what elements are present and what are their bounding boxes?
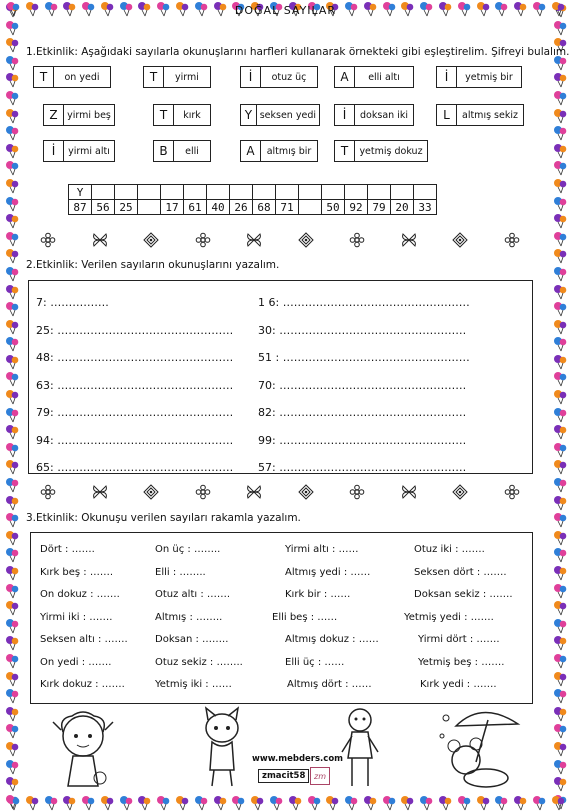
diamond-ornament-icon (298, 232, 314, 248)
box-number-word: seksen yedi (259, 109, 316, 121)
balloon-icon (5, 284, 19, 300)
box-letter: İ (335, 105, 355, 125)
cipher-letter-cell[interactable] (115, 185, 138, 200)
balloon-icon (553, 213, 567, 229)
box-number-word: otuz üç (271, 71, 307, 83)
matching-box (436, 104, 524, 126)
reading-line[interactable]: 48: ………………………………………… (36, 351, 234, 364)
balloon-icon (553, 196, 567, 212)
reading-line[interactable]: 99: …………………………………………… (258, 433, 467, 447)
reading-line[interactable]: 1 6: …………………………………………… (258, 296, 470, 309)
mouse-umbrella-cartoon-image (436, 706, 528, 790)
cipher-number-cell: 87 (69, 200, 92, 215)
box-number-word: yirmi (175, 71, 199, 83)
balloon-icon (5, 125, 19, 141)
balloon-icon (5, 37, 19, 53)
reading-line[interactable]: 82: …………………………………………… (258, 406, 467, 419)
butterfly-ornament-icon (401, 484, 417, 500)
butterfly-ornament-icon (401, 232, 417, 248)
butterfly-ornament-icon (246, 232, 262, 248)
balloon-icon (5, 547, 19, 563)
balloon-icon (553, 688, 567, 704)
number-word-item[interactable]: Seksen dört : ……. (414, 566, 507, 578)
balloon-icon (100, 795, 114, 811)
balloon-icon (438, 795, 452, 811)
reading-line[interactable]: 7: ……………. (36, 296, 109, 309)
balloon-icon (5, 671, 19, 687)
box-letter: T (144, 67, 164, 87)
number-word-item[interactable]: Altmış dört : …… (287, 679, 372, 690)
reading-line[interactable]: 25: ………………………………………… (36, 323, 234, 337)
balloon-icon (81, 795, 95, 811)
balloon-icon (5, 55, 19, 71)
matching-box (334, 66, 414, 88)
balloon-icon (553, 354, 567, 370)
balloon-icon (5, 354, 19, 370)
balloon-icon (5, 407, 19, 423)
number-word-item[interactable]: Elli üç : …… (285, 656, 345, 668)
cipher-letter-cell[interactable] (414, 185, 437, 200)
cipher-letter-cell[interactable] (92, 185, 115, 200)
balloon-icon (553, 371, 567, 387)
box-letter: T (34, 67, 54, 87)
cipher-number-cell: 20 (391, 200, 414, 215)
balloon-icon (5, 213, 19, 229)
butterfly-ornament-icon (246, 484, 262, 500)
activity2-instruction: Verilen sayıların okunuşlarını yazalım. (81, 259, 280, 271)
box-letter: T (154, 105, 174, 125)
cipher-letter-cell[interactable] (322, 185, 345, 200)
cipher-letter-cell[interactable] (276, 185, 299, 200)
matching-box (33, 66, 111, 88)
boy-cartoon-image (340, 706, 380, 790)
cipher-number-cell: 17 (161, 200, 184, 215)
activity3-heading (26, 512, 301, 524)
diamond-ornament-icon (143, 484, 159, 500)
cipher-letter-cell[interactable] (345, 185, 368, 200)
ornament-row (40, 484, 520, 500)
balloon-icon (175, 795, 189, 811)
number-word-item[interactable]: Otuz sekiz : …….. (155, 656, 243, 668)
number-word-item[interactable]: On yedi : ……. (40, 656, 112, 668)
matching-box (240, 104, 320, 126)
number-word-item[interactable]: Kırk yedi : ……. (420, 679, 497, 690)
balloon-icon (553, 759, 567, 775)
matching-box (153, 104, 211, 126)
balloon-icon (5, 442, 19, 458)
balloon-icon (553, 671, 567, 687)
matching-box (153, 140, 211, 162)
cipher-letter-row (69, 185, 437, 200)
balloon-icon (532, 795, 546, 811)
balloon-icon (5, 583, 19, 599)
cipher-number-cell: 50 (322, 200, 345, 215)
matching-box (334, 104, 414, 126)
balloon-icon (156, 795, 170, 811)
balloon-icon (5, 20, 19, 36)
cipher-letter-cell[interactable] (391, 185, 414, 200)
box-letter: B (154, 141, 174, 161)
number-word-item[interactable]: Otuz iki : ……. (414, 544, 485, 555)
box-letter: İ (44, 141, 64, 161)
balloon-icon (5, 512, 19, 528)
cipher-number-cell: 40 (207, 200, 230, 215)
right-balloon-border (548, 0, 571, 812)
flower-ornament-icon (504, 232, 520, 248)
box-number-word: elli altı (368, 71, 400, 83)
cipher-number-cell: 25 (115, 200, 138, 215)
activity3-instruction: Okunuşu verilen sayıları rakamla yazalım. (81, 512, 301, 524)
activity2-heading (26, 259, 279, 271)
balloon-icon (553, 477, 567, 493)
cipher-table (68, 184, 437, 215)
balloon-icon (6, 795, 20, 811)
cipher-number-cell: 61 (184, 200, 207, 215)
number-word-item[interactable]: Kırk beş : ……. (40, 566, 114, 578)
box-letter: A (335, 67, 355, 87)
balloon-icon (25, 795, 39, 811)
balloon-icon (5, 653, 19, 669)
cipher-letter-cell[interactable] (184, 185, 207, 200)
balloon-icon (5, 231, 19, 247)
box-letter: Z (44, 105, 64, 125)
reading-line[interactable]: 30: …………………………………………… (258, 323, 467, 337)
balloon-icon (553, 530, 567, 546)
number-word-item[interactable]: Elli : …….. (155, 566, 206, 578)
cipher-number-cell: 56 (92, 200, 115, 215)
balloon-icon (5, 477, 19, 493)
balloon-icon (137, 795, 151, 811)
cipher-letter-cell[interactable] (299, 185, 322, 200)
balloon-icon (553, 442, 567, 458)
box-letter: A (241, 141, 261, 161)
cat-cartoon-image (198, 706, 246, 790)
matching-box (43, 140, 115, 162)
number-word-item[interactable]: Doksan : …….. (155, 634, 229, 645)
cipher-number-cell: 26 (230, 200, 253, 215)
balloon-icon (344, 795, 358, 811)
balloon-icon (5, 759, 19, 775)
butterfly-ornament-icon (92, 232, 108, 248)
balloon-icon (5, 530, 19, 546)
matching-box (334, 140, 428, 162)
number-word-item[interactable]: Yirmi altı : …… (285, 544, 359, 555)
flower-ornament-icon (40, 232, 56, 248)
balloon-icon (553, 231, 567, 247)
balloon-icon (5, 389, 19, 405)
reading-line[interactable]: 63: ………………………………………… (36, 378, 234, 392)
butterfly-ornament-icon (92, 484, 108, 500)
number-word-item[interactable]: Doksan sekiz : ……. (414, 589, 513, 600)
box-letter: Y (241, 105, 257, 125)
number-word-item[interactable]: Yetmiş beş : ……. (418, 656, 505, 668)
balloon-icon (119, 795, 133, 811)
number-word-item[interactable]: Yirmi iki : ……. (40, 611, 113, 623)
box-letter: T (335, 141, 355, 161)
balloon-icon (5, 495, 19, 511)
balloon-icon (5, 160, 19, 176)
cipher-letter-cell[interactable] (161, 185, 184, 200)
bottom-balloon-border (0, 794, 571, 812)
cipher-number-cell: 71 (276, 200, 299, 215)
balloon-icon (194, 795, 208, 811)
flower-ornament-icon (349, 232, 365, 248)
activity1-heading (26, 46, 569, 58)
balloon-icon (5, 618, 19, 634)
balloon-icon (5, 565, 19, 581)
number-word-item[interactable]: Yetmiş yedi : ……. (404, 611, 494, 623)
reading-line[interactable]: 57: …………………………………………… (258, 461, 467, 474)
number-word-item[interactable]: On üç : …….. (155, 544, 221, 555)
balloon-icon (288, 795, 302, 811)
footer-code-badge: zmacit58 (258, 769, 309, 783)
balloon-icon (553, 600, 567, 616)
balloon-icon (5, 301, 19, 317)
balloon-icon (5, 178, 19, 194)
box-letter: İ (437, 67, 457, 87)
balloon-icon (553, 547, 567, 563)
balloon-icon (5, 424, 19, 440)
matching-box (240, 66, 318, 88)
balloon-icon (5, 371, 19, 387)
number-word-item[interactable]: Altmış : …….. (155, 611, 223, 623)
girl-cartoon-image (48, 708, 118, 792)
balloon-icon (553, 389, 567, 405)
reading-line[interactable]: 94: ………………………………………… (36, 433, 234, 447)
flower-ornament-icon (195, 484, 211, 500)
balloon-icon (553, 512, 567, 528)
box-number-word: yetmiş bir (465, 71, 513, 83)
balloon-icon (307, 795, 321, 811)
cipher-number-cell (299, 200, 322, 215)
activity3-label: 3.Etkinlik: (26, 512, 78, 524)
page-title: DOĞAL SAYILAR (234, 4, 337, 17)
cipher-number-cell (138, 200, 161, 215)
ornament-row (40, 232, 520, 248)
balloon-icon (553, 301, 567, 317)
balloon-icon (5, 741, 19, 757)
balloon-icon (553, 653, 567, 669)
number-word-item[interactable]: Kırk dokuz : ……. (40, 679, 125, 690)
balloon-icon (5, 776, 19, 792)
balloon-icon (553, 635, 567, 651)
box-number-word: yirmi altı (68, 145, 110, 157)
number-word-item[interactable]: Altmış yedi : …… (285, 566, 371, 578)
balloon-icon (5, 723, 19, 739)
balloon-icon (5, 248, 19, 264)
balloon-icon (553, 776, 567, 792)
cipher-letter-cell[interactable] (368, 185, 391, 200)
balloon-icon (553, 319, 567, 335)
cipher-letter-cell[interactable] (230, 185, 253, 200)
balloon-icon (5, 336, 19, 352)
balloon-icon (5, 72, 19, 88)
balloon-icon (553, 495, 567, 511)
cipher-number-row (69, 200, 437, 215)
balloon-icon (250, 795, 264, 811)
number-word-item[interactable]: Yetmiş iki : …… (155, 679, 232, 690)
box-number-word: yirmi beş (67, 109, 111, 121)
box-letter: L (437, 105, 457, 125)
footer-site-link[interactable]: www.mebders.com (252, 754, 344, 764)
cipher-number-cell: 79 (368, 200, 391, 215)
balloon-icon (5, 635, 19, 651)
diamond-ornament-icon (298, 484, 314, 500)
balloon-icon (553, 424, 567, 440)
balloon-icon (513, 795, 527, 811)
balloon-icon (553, 706, 567, 722)
balloon-icon (494, 795, 508, 811)
balloon-icon (553, 284, 567, 300)
balloon-icon (363, 795, 377, 811)
balloon-icon (5, 706, 19, 722)
reading-line[interactable]: 51 : …………………………………………… (258, 351, 470, 364)
balloon-icon (553, 108, 567, 124)
balloon-icon (5, 196, 19, 212)
zm-logo: zm (310, 767, 330, 785)
balloon-icon (5, 266, 19, 282)
box-letter: İ (241, 67, 261, 87)
box-number-word: elli (185, 145, 199, 157)
reading-line[interactable]: 65: ………………………………………… (36, 461, 234, 474)
balloon-icon (5, 319, 19, 335)
left-balloon-border (0, 0, 24, 812)
balloon-icon (553, 160, 567, 176)
balloon-icon (553, 565, 567, 581)
diamond-ornament-icon (452, 484, 468, 500)
balloon-icon (419, 795, 433, 811)
balloon-icon (553, 20, 567, 36)
activity1-label: 1.Etkinlik: (26, 46, 78, 58)
balloon-icon (553, 125, 567, 141)
balloon-icon (553, 407, 567, 423)
balloon-icon (5, 600, 19, 616)
matching-box (143, 66, 211, 88)
balloon-icon (5, 108, 19, 124)
balloon-icon (325, 795, 339, 811)
balloon-icon (5, 459, 19, 475)
number-word-item[interactable]: Kırk bir : …… (285, 589, 351, 600)
balloon-icon (44, 795, 58, 811)
flower-ornament-icon (504, 484, 520, 500)
balloon-icon (382, 795, 396, 811)
balloon-icon (553, 178, 567, 194)
balloon-icon (553, 583, 567, 599)
box-number-word: altmış sekiz (462, 109, 518, 121)
cipher-number-cell: 92 (345, 200, 368, 215)
flower-ornament-icon (349, 484, 365, 500)
balloon-icon (62, 795, 76, 811)
box-number-word: yetmiş dokuz (359, 145, 423, 157)
number-word-item[interactable]: On dokuz : ……. (40, 589, 120, 600)
diamond-ornament-icon (143, 232, 159, 248)
number-word-item[interactable]: Yirmi dört : ……. (418, 634, 500, 645)
balloon-icon (5, 688, 19, 704)
balloon-icon (5, 143, 19, 159)
balloon-icon (400, 795, 414, 811)
balloon-icon (553, 143, 567, 159)
cipher-letter-cell[interactable] (253, 185, 276, 200)
box-number-word: doksan iki (360, 109, 408, 121)
balloon-icon (553, 72, 567, 88)
box-number-word: on yedi (64, 71, 100, 83)
activity1-instruction: Aşağıdaki sayılarla okunuşlarını harfleri kullanarak örnekteki gibi eşleştirelim. Şifreyi bulalım. (81, 46, 570, 58)
reading-line[interactable]: 79: ………………………………………… (36, 406, 234, 419)
box-number-word: altmış bir (266, 145, 312, 157)
number-word-item[interactable]: Dört : ……. (40, 544, 95, 555)
balloon-icon (553, 90, 567, 106)
matching-box (436, 66, 522, 88)
balloon-icon (553, 336, 567, 352)
balloon-icon (553, 266, 567, 282)
reading-line[interactable]: 70: …………………………………………… (258, 378, 467, 392)
balloon-icon (269, 795, 283, 811)
balloon-icon (553, 618, 567, 634)
number-word-item[interactable]: Seksen altı : ……. (40, 634, 128, 645)
matching-box (43, 104, 115, 126)
cipher-letter-cell[interactable] (207, 185, 230, 200)
cipher-letter-cell[interactable]: Y (69, 185, 92, 200)
matching-box (240, 140, 318, 162)
flower-ornament-icon (195, 232, 211, 248)
balloon-icon (553, 741, 567, 757)
balloon-icon (213, 795, 227, 811)
cipher-number-cell: 68 (253, 200, 276, 215)
balloon-icon (457, 795, 471, 811)
balloon-icon (476, 795, 490, 811)
cipher-number-cell: 33 (414, 200, 437, 215)
number-word-item[interactable]: Altmış dokuz : …… (285, 634, 379, 645)
cipher-letter-cell[interactable] (138, 185, 161, 200)
activity2-label: 2.Etkinlik: (26, 259, 78, 271)
balloon-icon (553, 459, 567, 475)
balloon-icon (231, 795, 245, 811)
balloon-icon (553, 723, 567, 739)
number-word-item[interactable]: Elli beş : …… (272, 611, 338, 623)
box-number-word: kırk (183, 109, 201, 121)
balloon-icon (5, 90, 19, 106)
balloon-icon (551, 795, 565, 811)
diamond-ornament-icon (452, 232, 468, 248)
number-word-item[interactable]: Otuz altı : ……. (155, 589, 231, 600)
balloon-icon (553, 248, 567, 264)
flower-ornament-icon (40, 484, 56, 500)
